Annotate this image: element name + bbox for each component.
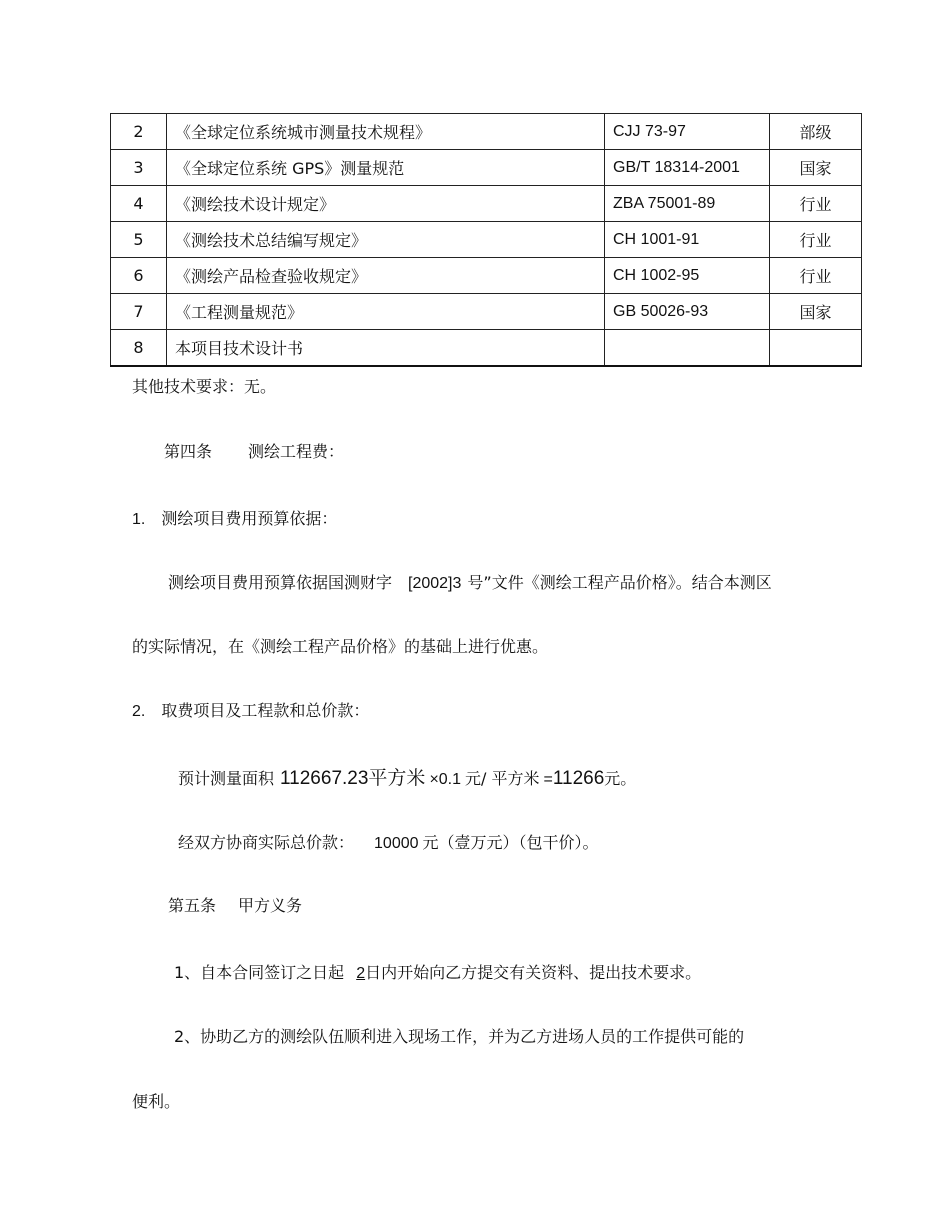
article5-item1: [174, 960, 701, 983]
standard-code: CJJ 73-97: [605, 114, 770, 150]
article4-item2-title: 取费项目及工程款和总价款：: [161, 701, 370, 720]
article5-item2-line1: 2、协助乙方的测绘队伍顺利进入现场工作，并为乙方进场人员的工作提供可能的: [174, 1027, 745, 1046]
standard-name: 《测绘技术设计规定》: [167, 186, 605, 222]
standards-table: [110, 113, 862, 367]
row-number: 4: [111, 186, 167, 222]
article5-item2-line2: 便利。: [132, 1092, 181, 1111]
equals-sign: =: [543, 771, 553, 788]
agreed-price: [178, 830, 599, 853]
total-unit: 元。: [604, 769, 637, 788]
row-number: 3: [111, 150, 167, 186]
standard-name: 《全球定位系统城市测量技术规程》: [167, 114, 605, 150]
article4-item1-number: 1.: [132, 511, 146, 528]
standard-level: 部级: [770, 114, 862, 150]
table-row: [111, 114, 862, 150]
article5-title: 第五条: [168, 896, 217, 915]
standard-level: 行业: [770, 258, 862, 294]
standard-code: GB/T 18314-2001: [605, 150, 770, 186]
standard-code: ZBA 75001-89: [605, 186, 770, 222]
total-amount: 11266: [552, 768, 605, 789]
standard-code: CH 1002-95: [605, 258, 770, 294]
article5-item1-part1: 1、自本合同签订之日起: [174, 963, 345, 982]
row-number: 7: [111, 294, 167, 330]
standard-level: 国家: [770, 294, 862, 330]
standard-name: 本项目技术设计书: [167, 330, 605, 367]
article5-subject: 甲方义务: [238, 896, 303, 915]
unit-price: 0.1: [438, 771, 462, 788]
multiply-sign: ×: [429, 771, 439, 788]
basis-text-part1: 测绘项目费用预算依据国测财字: [168, 573, 393, 592]
article4-item1-paragraph-line1: [168, 570, 772, 593]
table-row: [111, 330, 862, 367]
row-number: 2: [111, 114, 167, 150]
article5-item1-part2: 日内开始向乙方提交有关资料、提出技术要求。: [365, 963, 702, 982]
area-unit: 平方米: [368, 767, 426, 789]
table-row: [111, 258, 862, 294]
table-row: [111, 294, 862, 330]
row-number: 6: [111, 258, 167, 294]
standard-name: 《全球定位系统 GPS》测量规范: [167, 150, 605, 186]
article4-title: 第四条: [164, 442, 213, 461]
standard-level: [770, 330, 862, 367]
standards-table-body: [111, 114, 862, 367]
standard-name: 《测绘产品检查验收规定》: [167, 258, 605, 294]
unit-price-unit: 元/ 平方米: [465, 769, 540, 788]
standard-level: 行业: [770, 222, 862, 258]
area-value: 112667.23: [280, 768, 369, 789]
basis-doc-number: [2002]3: [408, 575, 462, 592]
article4-heading: [164, 439, 344, 462]
article5-item1-days: 2: [356, 965, 366, 982]
row-number: 8: [111, 330, 167, 367]
area-label: 预计测量面积: [178, 769, 275, 788]
table-row: [111, 150, 862, 186]
standard-code: [605, 330, 770, 367]
table-row: [111, 186, 862, 222]
row-number: 5: [111, 222, 167, 258]
standard-code: GB 50026-93: [605, 294, 770, 330]
article4-subject: 测绘工程费：: [248, 442, 345, 461]
other-requirements: 其他技术要求：无。: [132, 377, 277, 396]
standard-name: 《测绘技术总结编写规定》: [167, 222, 605, 258]
article5-heading: [168, 893, 302, 916]
standard-code: CH 1001-91: [605, 222, 770, 258]
article4-item1-title: 测绘项目费用预算依据：: [161, 509, 338, 528]
basis-text-part2: 号”文件《测绘工程产品价格》。结合本测区: [467, 573, 772, 592]
table-row: [111, 222, 862, 258]
agreed-price-label: 经双方协商实际总价款：: [178, 833, 355, 852]
article4-item1-heading: [132, 506, 337, 529]
area-calculation: [178, 763, 636, 790]
standard-level: 国家: [770, 150, 862, 186]
agreed-price-text: 元（壹万元）（包干价）。: [422, 833, 599, 852]
article4-item2-number: 2.: [132, 703, 146, 720]
agreed-price-amount: 10000: [374, 835, 419, 852]
standard-name: 《工程测量规范》: [167, 294, 605, 330]
article4-item1-paragraph-line2: 的实际情况，在《测绘工程产品价格》的基础上进行优惠。: [132, 637, 549, 656]
standard-level: 行业: [770, 186, 862, 222]
article4-item2-heading: [132, 698, 369, 721]
